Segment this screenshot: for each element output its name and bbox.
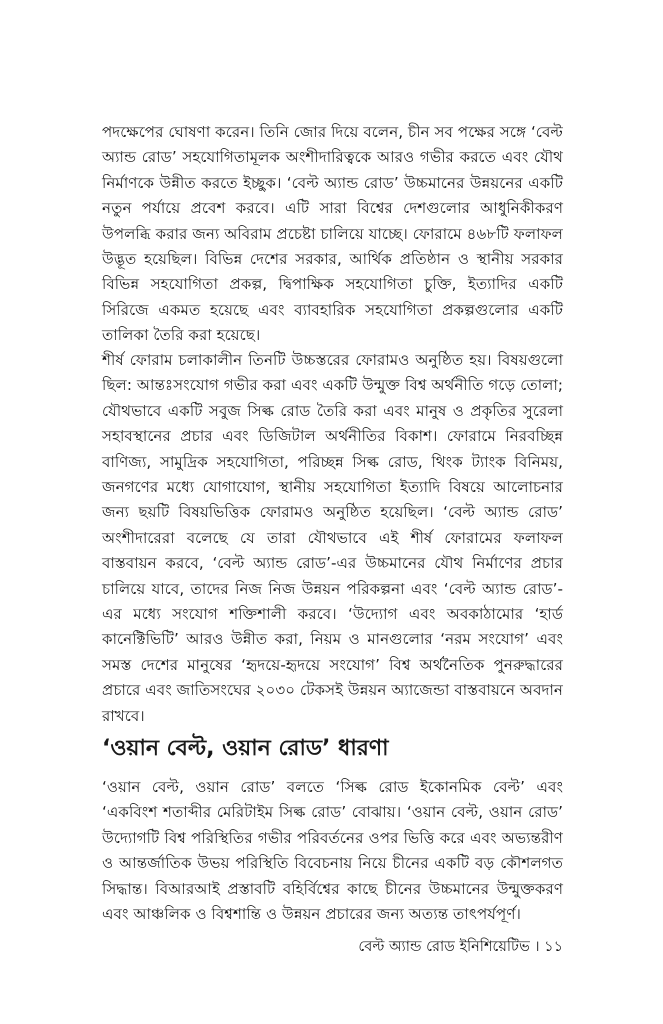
page-footer [358, 936, 563, 958]
body-paragraph-1: পদক্ষেপের ঘোষণা করেন। তিনি জোর দিয়ে বলেন, চীন সব পক্ষের সঙ্গে ‘বেল্ট অ্যান্ড রোড’ সহযোগিতামূলক অংশীদারিত্বকে আরও গভীর করতে এবং যৌথ নির্মাণকে উন্নীত করতে ইচ্ছুক। ‘বেল্ট অ্যান্ড রোড’ উচ্চমানের উন্নয়নের একটি নতুন পর্যায়ে প্রবেশ করবে। এটি সারা বিশ্বের দেশগুলোর আধুনিকীকরণ উপলব্ধি করার জন্য অবিরাম প্রচেষ্টা চালিয়ে যাচ্ছে। ফোরামে ৪৬৮টি ফলাফল উদ্ভূত হয়েছিল। বিভিন্ন দেশের সরকার, আর্থিক প্রতিষ্ঠান ও স্থানীয় সরকার বিভিন্ন সহযোগিতা প্রকল্প, দ্বিপাক্ষিক সহযোগিতা চুক্তি, ইত্যাদির একটি সিরিজে একমত হয়েছে এবং ব্যাবহারিক সহযোগিতা প্রকল্পগুলোর একটি তালিকা তৈরি করা হয়েছে। [102, 123, 563, 345]
page-number: ১১ [544, 939, 563, 955]
body-paragraph-2: শীর্ষ ফোরাম চলাকালীন তিনটি উচ্চস্তরের ফোরামও অনুষ্ঠিত হয়। বিষয়গুলো ছিল: আন্তঃসংযোগ গভীর করা এবং একটি উন্মুক্ত বিশ্ব অর্থনীতি গড়ে তোলা; যৌথভাবে একটি সবুজ সিল্ক রোড তৈরি করা এবং মানুষ ও প্রকৃতির সুরেলা সহাবস্থানের প্রচার এবং ডিজিটাল অর্থনীতির বিকাশ। ফোরামে নিরবচ্ছিন্ন বাণিজ্য, সামুদ্রিক সহযোগিতা, পরিচ্ছন্ন সিল্ক রোড, থিংক ট্যাংক বিনিময়, জনগণের মধ্যে যোগাযোগ, স্থানীয় সহযোগিতা ইত্যাদি বিষয়ে আলোচনার জন্য ছয়টি বিষয়ভিত্তিক ফোরামও অনুষ্ঠিত হয়েছিল। ‘বেল্ট অ্যান্ড রোড’ অংশীদারেরা বলেছে যে তারা যৌথভাবে এই শীর্ষ ফোরামের ফলাফল বাস্তবায়ন করবে, ‘বেল্ট অ্যান্ড রোড’-এর উচ্চমানের যৌথ নির্মাণের প্রচার চালিয়ে যাবে, তাদের নিজ নিজ উন্নয়ন পরিকল্পনা এবং ‘বেল্ট অ্যান্ড রোড’-এর মধ্যে সংযোগ শক্তিশালী করবে। ‘উদ্যোগ এবং অবকাঠামোর ‘হার্ড কানেক্টিভিটি’ আরও উন্নীত করা, নিয়ম ও মানগুলোর ‘নরম সংযোগ’ এবং সমস্ত দেশের মানুষের ‘হৃদয়ে-হৃদয়ে সংযোগ’ বিশ্ব অর্থনৈতিক পুনরুদ্ধারের প্রচারে এবং জাতিসংঘের ২০৩০ টেকসই উন্নয়ন অ্যাজেন্ডা বাস্তবায়নে অবদান রাখবে। [102, 351, 563, 725]
section-heading: ‘ওয়ান বেল্ট, ওয়ান রোড’ ধারণা [102, 736, 389, 761]
footer-separator: । [534, 939, 540, 955]
running-title: বেল্ট অ্যান্ড রোড ইনিশিয়েটিভ [358, 939, 530, 955]
section-paragraph: ‘ওয়ান বেল্ট, ওয়ান রোড’ বলতে ‘সিল্ক রোড ইকোনমিক বেল্ট’ এবং ‘একবিংশ শতাব্দীর মেরিটাইম সিল্ক রোড’ বোঝায়। ‘ওয়ান বেল্ট, ওয়ান রোড’ উদ্যোগটি বিশ্ব পরিস্থিতির গভীর পরিবর্তনের ওপর ভিত্তি করে এবং অভ্যন্তরীণ ও আন্তর্জাতিক উভয় পরিস্থিতি বিবেচনায় নিয়ে চীনের একটি বড় কৌশলগত সিদ্ধান্ত। বিআরআই প্রস্তাবটি বহির্বিশ্বের কাছে চীনের উচ্চমানের উন্মুক্তকরণ এবং আঞ্চলিক ও বিশ্বশান্তি ও উন্নয়ন প্রচারের জন্য অত্যন্ত তাৎপর্যপূর্ণ। [102, 778, 563, 924]
